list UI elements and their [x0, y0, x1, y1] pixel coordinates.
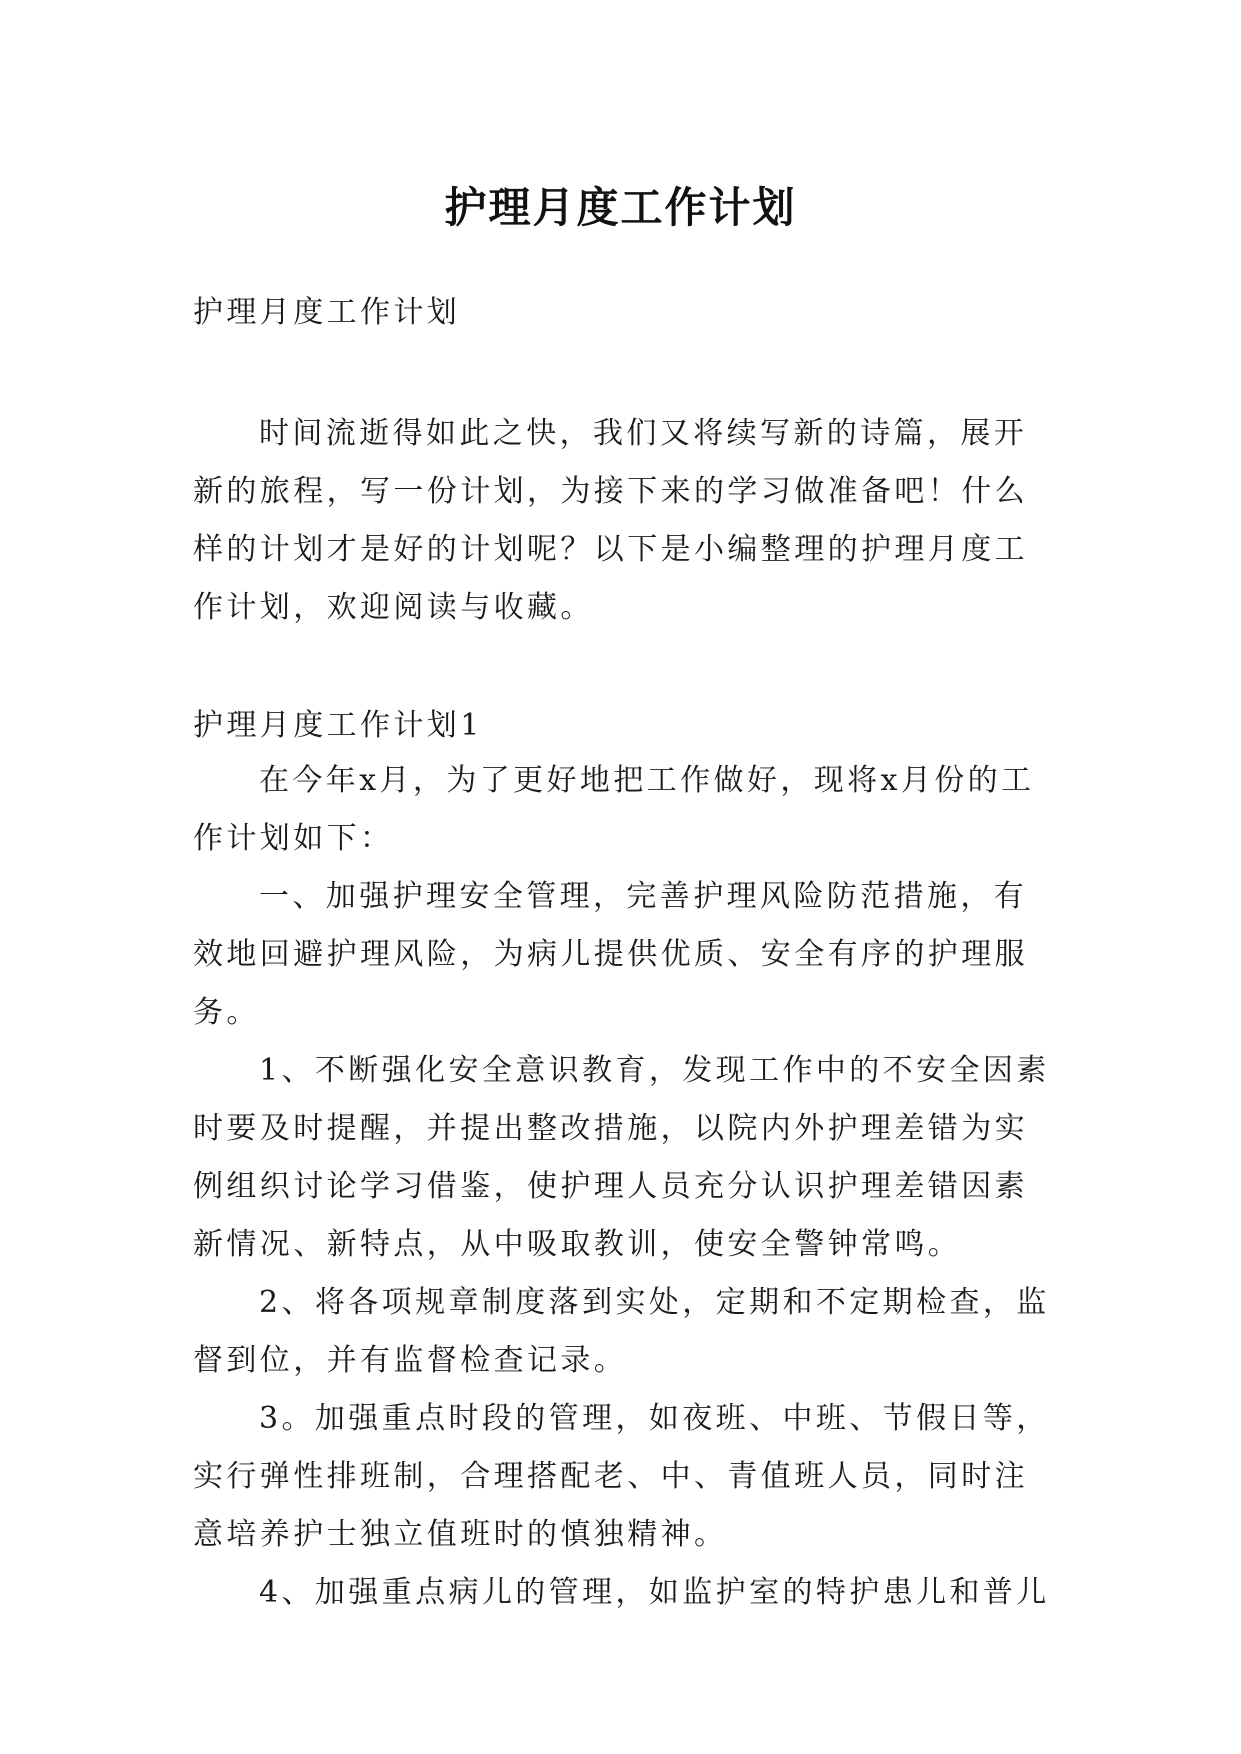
intro-paragraph: 时间流逝得如此之快，我们又将续写新的诗篇，展开新的旅程，写一份计划，为接下来的学习做准备吧！什么样的计划才是好的计划呢？以下是小编整理的护理月度工作计划，欢迎阅读与收藏。: [193, 416, 1028, 625]
body-paragraph: 4、加强重点病儿的管理，如监护室的特护患儿和普儿: [259, 1575, 1050, 1610]
body-paragraph: 在今年x月，为了更好地把工作做好，现将x月份的工作计划如下：: [193, 763, 1035, 856]
document-subtitle: 护理月度工作计划: [193, 295, 461, 330]
body-paragraph: 一、加强护理安全管理，完善护理风险防范措施，有效地回避护理风险，为病儿提供优质、安全有序的护理服务。: [193, 879, 1028, 1030]
body-paragraph: 1、不断强化安全意识教育，发现工作中的不安全因素时要及时提醒，并提出整改措施，以院内外护理差错为实例组织讨论学习借鉴，使护理人员充分认识护理差错因素新情况、新特点，从中吸取教训，使安全警钟常鸣。: [193, 1053, 1050, 1262]
section-heading: 护理月度工作计划1: [193, 708, 483, 743]
section-body: [193, 752, 1055, 1622]
document-title: 护理月度工作计划: [444, 183, 797, 233]
body-paragraph: 2、将各项规章制度落到实处，定期和不定期检查，监督到位，并有监督检查记录。: [193, 1285, 1050, 1378]
body-paragraph: 3。加强重点时段的管理，如夜班、中班、节假日等，实行弹性排班制，合理搭配老、中、青值班人员，同时注意培养护士独立值班时的慎独精神。: [193, 1401, 1050, 1552]
